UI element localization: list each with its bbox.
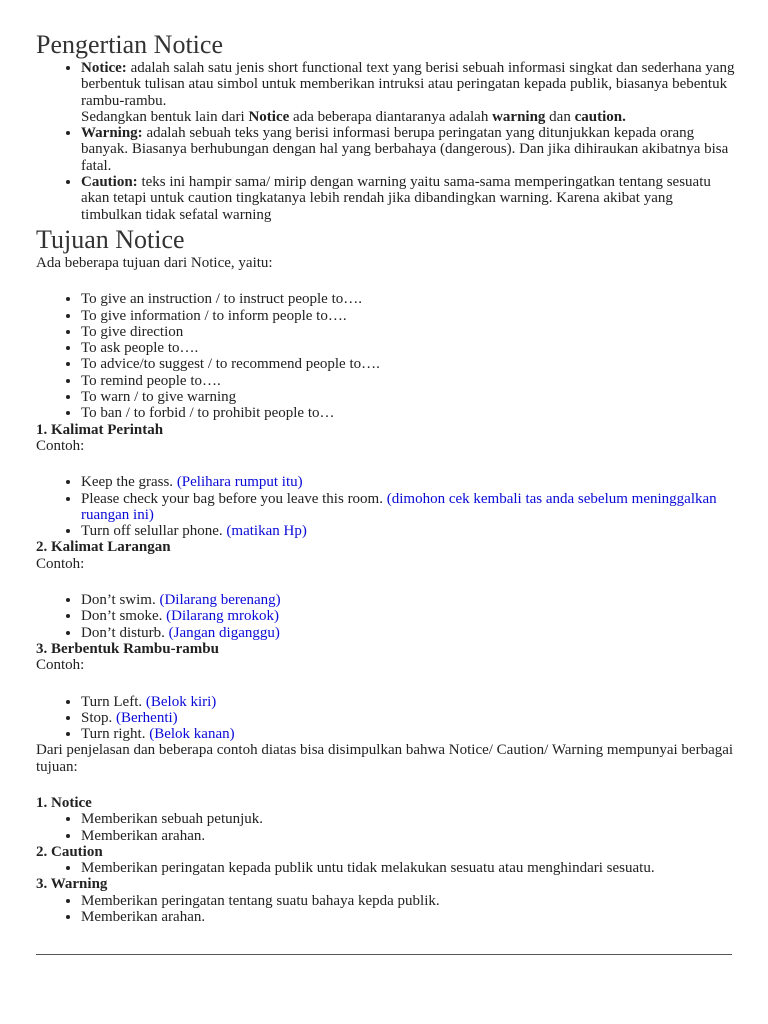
horizontal-rule — [36, 954, 732, 955]
notice-extra-text: Sedangkan bentuk lain dari — [81, 108, 249, 125]
contoh-label: Contoh: — [36, 437, 85, 454]
list-item: • To ban / to forbid / to prohibit people to… — [81, 405, 736, 421]
translation-text: (Belok kiri) — [145, 693, 217, 710]
example-text: Don’t smoke. — [81, 608, 167, 625]
list-item — [81, 625, 736, 641]
list-item — [81, 694, 736, 710]
contoh-label: Contoh: — [36, 555, 85, 572]
list-item: • Memberikan peringatan tentang suatu bahaya kepda publik. — [81, 893, 736, 909]
translation-text: (Dilarang mrokok) — [166, 608, 280, 625]
caution-definition: teks ini hampir sama/ mirip dengan warning yaitu sama-sama memperingatkan tentang sesuatu akan tetapi untuk caution tingkatanya lebih rendah jika dibandingkan warning. Karena akibat yang timbulkan tidak sefatal warning — [81, 174, 711, 223]
example-text: Stop. — [81, 709, 117, 726]
list-item: • Memberikan arahan. — [81, 828, 736, 844]
example-text: Turn Left. — [81, 693, 146, 710]
notice-extra-bold-notice: Notice — [248, 108, 290, 125]
heading-kesimpulan-warning: 3. Warning — [36, 876, 108, 893]
heading-kalimat-perintah: 1. Kalimat Perintah — [36, 421, 164, 438]
pengertian-list — [36, 60, 736, 223]
list-item: • To remind people to…. — [81, 373, 736, 389]
list-item: • To ask people to…. — [81, 340, 736, 356]
rambu-list — [36, 694, 736, 743]
notice-extra-bold-warning: warning — [492, 108, 546, 125]
heading-kesimpulan-notice: 1. Notice — [36, 794, 92, 811]
translation-text: (Belok kanan) — [149, 726, 235, 743]
translation-text: (Dilarang berenang) — [159, 592, 281, 609]
translation-text: (matikan Hp) — [226, 523, 307, 540]
list-item — [81, 710, 736, 726]
list-item: • To give information / to inform people to…. — [81, 308, 736, 324]
document-content — [36, 30, 736, 925]
list-item-notice — [81, 60, 736, 125]
list-item — [81, 726, 736, 742]
notice-extra-bold-caution: caution. — [574, 108, 626, 125]
list-item: • To warn / to give warning — [81, 389, 736, 405]
translation-text: (Pelihara rumput itu) — [176, 474, 303, 491]
example-text: Keep the grass. — [81, 474, 177, 491]
list-item — [81, 608, 736, 624]
list-item — [81, 592, 736, 608]
term-warning: Warning: — [81, 125, 143, 142]
example-text: Turn off selullar phone. — [81, 523, 227, 540]
larangan-list — [36, 592, 736, 641]
list-item: • Memberikan peringatan kepada publik untu tidak melakukan sesuatu atau menghindari sesuatu. — [81, 860, 736, 876]
notice-extra-text-2: ada beberapa diantaranya adalah — [289, 108, 493, 125]
heading-kalimat-larangan: 2. Kalimat Larangan — [36, 539, 171, 556]
perintah-list — [36, 474, 736, 539]
list-item: • To give direction — [81, 324, 736, 340]
kesimpulan-text: Dari penjelasan dan beberapa contoh diatas bisa disimpulkan bahwa Notice/ Caution/ Warning mempunyai berbagai tujuan: — [36, 742, 734, 775]
kesimpulan-warning-list — [36, 893, 736, 926]
term-caution: Caution: — [81, 174, 138, 191]
list-item: • To give an instruction / to instruct people to…. — [81, 291, 736, 307]
heading-rambu-rambu: 3. Berbentuk Rambu-rambu — [36, 640, 219, 657]
notice-extra-text-3: dan — [545, 108, 575, 125]
list-item — [81, 523, 736, 539]
heading-pengertian-notice: Pengertian Notice — [36, 30, 223, 59]
list-item: • Memberikan arahan. — [81, 909, 736, 925]
kesimpulan-caution-list — [36, 860, 736, 876]
example-text: Turn right. — [81, 726, 150, 743]
tujuan-list — [36, 291, 736, 421]
list-item — [81, 491, 736, 524]
translation-text: (dimohon cek kembali tas anda sebelum meninggalkan ruangan ini) — [81, 490, 717, 523]
heading-kesimpulan-caution: 2. Caution — [36, 843, 103, 860]
list-item — [81, 474, 736, 490]
translation-text: (Jangan diganggu) — [168, 624, 280, 641]
tujuan-intro: Ada beberapa tujuan dari Notice, yaitu: — [36, 254, 273, 271]
heading-tujuan-notice: Tujuan Notice — [36, 224, 185, 254]
translation-text: (Berhenti) — [116, 709, 178, 726]
notice-definition: adalah salah satu jenis short functional text yang berisi sebuah informasi singkat dan sederhana yang berbentuk tulisan atau simbol untuk memberikan intruksi atau peringatan kepada publik, biasanya bebentuk rambu-rambu. — [81, 60, 735, 109]
list-item: • To advice/to suggest / to recommend people to…. — [81, 356, 736, 372]
list-item-caution — [81, 174, 736, 223]
term-notice: Notice: — [81, 60, 127, 76]
list-item: • Memberikan sebuah petunjuk. — [81, 811, 736, 827]
example-text: Don’t disturb. — [81, 624, 169, 641]
example-text: Please check your bag before you leave this room. — [81, 490, 387, 507]
list-item-warning — [81, 125, 736, 174]
example-text: Don’t swim. — [81, 592, 160, 609]
warning-definition: adalah sebuah teks yang berisi informasi berupa peringatan yang ditunjukkan kepada orang banyak. Biasanya berhubungan dengan hal yang berbahaya (dangerous). Dan jika dihiraukan akibatnya bisa fatal. — [81, 125, 729, 174]
contoh-label: Contoh: — [36, 657, 85, 674]
kesimpulan-notice-list — [36, 811, 736, 844]
